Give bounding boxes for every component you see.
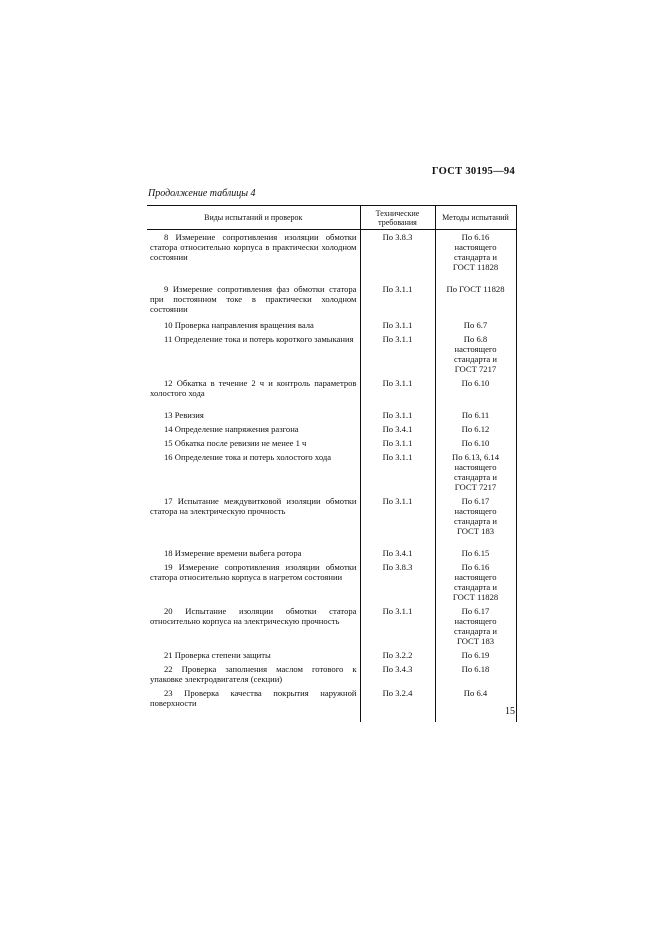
requirement-cell: По 3.1.1	[360, 436, 435, 450]
document-code: ГОСТ 30195—94	[431, 166, 515, 177]
test-name-cell: 18 Измерение времени выбега ротора	[147, 546, 360, 560]
requirement-cell: По 3.4.1	[360, 422, 435, 436]
requirement-cell: По 3.1.1	[360, 332, 435, 376]
requirement-cell: По 3.2.4	[360, 686, 435, 710]
method-cell: По 6.4	[435, 686, 516, 710]
column-header-tests: Виды испытаний и проверок	[147, 206, 360, 230]
requirement-cell: По 3.1.1	[360, 318, 435, 332]
test-name-cell: 9 Измерение сопротивления фаз обмотки статора при постоянном токе в практически холодном состоянии	[147, 282, 360, 318]
column-header-methods: Методы испытаний	[435, 206, 516, 230]
test-name-cell: 12 Обкатка в течение 2 ч и контроль параметров холостого хода	[147, 376, 360, 408]
table-row	[147, 648, 516, 662]
method-cell: По 6.11	[435, 408, 516, 422]
requirement-cell: По 3.1.1	[360, 408, 435, 422]
test-name-cell: 21 Проверка степени защиты	[147, 648, 360, 662]
method-cell: По 6.12	[435, 422, 516, 436]
table-filler-row	[147, 710, 516, 722]
test-name-cell: 23 Проверка качества покрытия наружной поверхности	[147, 686, 360, 710]
method-cell: По 6.8 настоящего стандарта и ГОСТ 7217	[435, 332, 516, 376]
table-row	[147, 230, 516, 283]
requirement-cell: По 3.1.1	[360, 604, 435, 648]
test-name-cell: 20 Испытание изоляции обмотки статора относительно корпуса на электрическую прочность	[147, 604, 360, 648]
test-name-cell: 14 Определение напряжения разгона	[147, 422, 360, 436]
table-row	[147, 494, 516, 546]
method-cell: По 6.16 настоящего стандарта и ГОСТ 11828	[435, 230, 516, 283]
method-cell: По 6.10	[435, 376, 516, 408]
table-row	[147, 450, 516, 494]
table-header-row	[147, 206, 516, 230]
table-row	[147, 318, 516, 332]
method-cell: По 6.16 настоящего стандарта и ГОСТ 11828	[435, 560, 516, 604]
table-row	[147, 436, 516, 450]
table-caption: Продолжение таблицы 4	[148, 188, 256, 199]
method-cell: По 6.7	[435, 318, 516, 332]
method-cell: По 6.18	[435, 662, 516, 686]
method-cell: По 6.17 настоящего стандарта и ГОСТ 183	[435, 604, 516, 648]
requirement-cell: По 3.8.3	[360, 560, 435, 604]
requirement-cell: По 3.8.3	[360, 230, 435, 283]
test-name-cell: 10 Проверка направления вращения вала	[147, 318, 360, 332]
table-row	[147, 376, 516, 408]
table-row	[147, 604, 516, 648]
requirement-cell: По 3.2.2	[360, 648, 435, 662]
requirement-cell: По 3.1.1	[360, 376, 435, 408]
table-row	[147, 662, 516, 686]
requirement-cell: По 3.4.1	[360, 546, 435, 560]
table-row	[147, 560, 516, 604]
requirement-cell: По 3.4.3	[360, 662, 435, 686]
method-cell: По 6.19	[435, 648, 516, 662]
method-cell: По 6.17 настоящего стандарта и ГОСТ 183	[435, 494, 516, 546]
test-name-cell: 15 Обкатка после ревизии не менее 1 ч	[147, 436, 360, 450]
table-row	[147, 332, 516, 376]
table-row	[147, 422, 516, 436]
tests-table	[147, 205, 517, 722]
table-row	[147, 408, 516, 422]
column-header-requirements: Технические требования	[360, 206, 435, 230]
test-name-cell: 11 Определение тока и потерь короткого замыкания	[147, 332, 360, 376]
method-cell: По 6.13, 6.14 настоящего стандарта и ГОСТ 7217	[435, 450, 516, 494]
table-row	[147, 686, 516, 710]
method-cell: По 6.15	[435, 546, 516, 560]
test-name-cell: 13 Ревизия	[147, 408, 360, 422]
table-row	[147, 282, 516, 318]
requirement-cell: По 3.1.1	[360, 450, 435, 494]
test-name-cell: 16 Определение тока и потерь холостого хода	[147, 450, 360, 494]
test-name-cell: 17 Испытание междувитковой изоляции обмотки статора на электрическую прочность	[147, 494, 360, 546]
page-number: 15	[505, 706, 515, 717]
method-cell: По 6.10	[435, 436, 516, 450]
test-name-cell: 22 Проверка заполнения маслом готового к упаковке электродвигателя (секции)	[147, 662, 360, 686]
table-row	[147, 546, 516, 560]
method-cell: По ГОСТ 11828	[435, 282, 516, 318]
test-name-cell: 8 Измерение сопротивления изоляции обмотки статора относительно корпуса в практически холодном состоянии	[147, 230, 360, 283]
requirement-cell: По 3.1.1	[360, 494, 435, 546]
requirement-cell: По 3.1.1	[360, 282, 435, 318]
test-name-cell: 19 Измерение сопротивления изоляции обмотки статора относительно корпуса в нагретом состоянии	[147, 560, 360, 604]
